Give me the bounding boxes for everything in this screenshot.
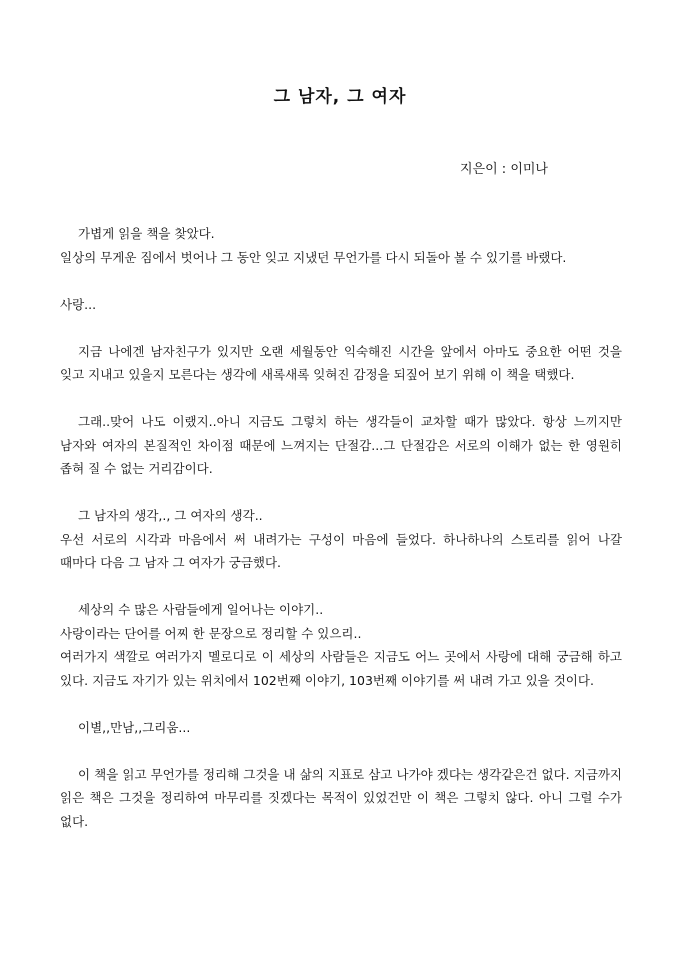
paragraph-line: 지금 나에겐 남자친구가 있지만 오랜 세월동안 익숙해진 시간을 앞에서 아마도 중요한 어떤 것을 잊고 지내고 있을지 모른다는 생각에 새록새록 잊혀진 감정을 되짚어 보기 위해 이 책을 택했다. xyxy=(60,343,622,382)
paragraph-1 xyxy=(60,222,622,269)
paragraph-line: 일상의 무게운 짐에서 벗어나 그 동안 잊고 지냈던 무언가를 다시 되돌아 볼 수 있기를 바랬다. xyxy=(60,249,567,265)
document-body xyxy=(60,222,622,857)
author-line: 지은이 : 이미나 xyxy=(460,162,548,177)
paragraph-7 xyxy=(60,716,622,740)
paragraph-8 xyxy=(60,763,622,834)
paragraph-2 xyxy=(60,293,622,317)
paragraph-line: 우선 서로의 시각과 마음에서 써 내려가는 구성이 마음에 들었다. 하나하나의 스토리를 읽어 나갈 때마다 다음 그 남자 그 여자가 궁금했다. xyxy=(60,531,622,570)
paragraph-line: 가볍게 읽을 책을 찾았다. xyxy=(78,226,215,241)
paragraph-5 xyxy=(60,504,622,575)
paragraph-line: 이 책을 읽고 무언가를 정리해 그것을 내 삶의 지표로 삼고 나가야 겠다는 생각같은건 없다. 지금까지 읽은 책은 그것을 정리하여 마무리를 짓겠다는 목적이 있었건만 이 책은 그렇치 않다. 아니 그럴 수가 없다. xyxy=(60,766,622,829)
paragraph-6 xyxy=(60,598,622,692)
document-title: 그 남자, 그 여자 xyxy=(273,87,407,107)
paragraph-line: 여러가지 색깔로 여러가지 멜로디로 이 세상의 사람들은 지금도 어느 곳에서 사랑에 대해 궁금해 하고 있다. 지금도 자기가 있는 위치에서 102번째 이야기, 103번째 이야기를 써 내려 가고 있을 것이다. xyxy=(60,649,622,688)
paragraph-line: 그 남자의 생각,., 그 여자의 생각.. xyxy=(78,508,263,523)
paragraph-3 xyxy=(60,340,622,387)
paragraph-line: 사랑... xyxy=(60,296,97,312)
paragraph-line: 그래..맞어 나도 이랬지..아니 지금도 그렇치 하는 생각들이 교차할 때가 많았다. 항상 느끼지만 남자와 여자의 본질적인 차이점 때문에 느껴지는 단절감...그 단절감은 서로의 이해가 없는 한 영원히 좁혀 질 수 없는 거리감이다. xyxy=(60,414,622,476)
paragraph-line: 이별,,만남,,그리움... xyxy=(78,719,191,735)
paragraph-line: 세상의 수 많은 사람들에게 일어나는 이야기.. xyxy=(78,602,324,617)
paragraph-4 xyxy=(60,410,622,481)
paragraph-line: 사랑이라는 단어를 어찌 한 문장으로 정리할 수 있으리.. xyxy=(60,625,362,641)
